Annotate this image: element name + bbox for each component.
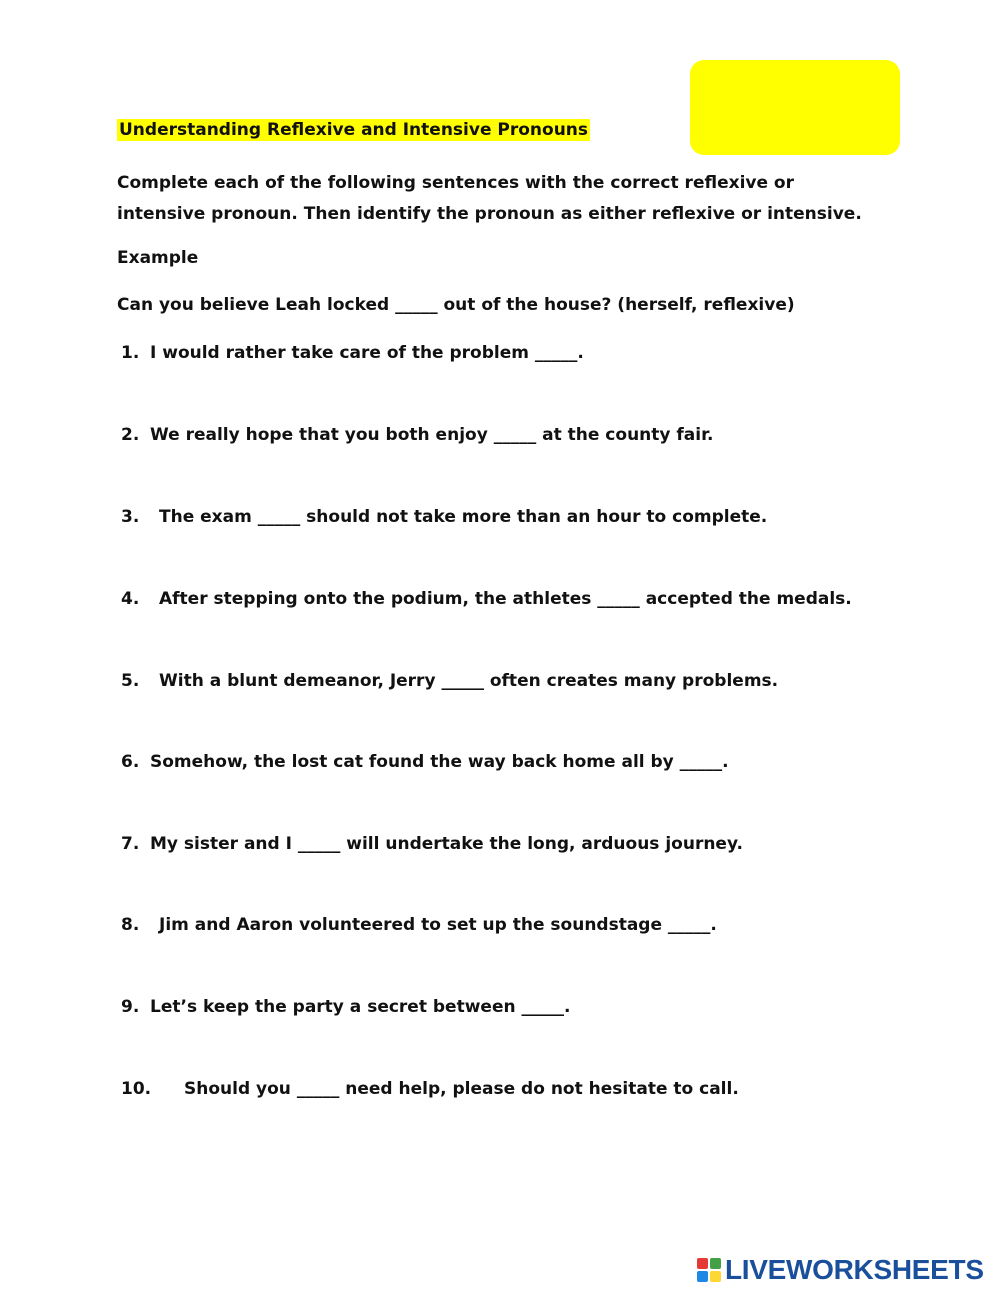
worksheet-title: Understanding Reflexive and Intensive Pronouns (119, 120, 589, 140)
question-text: My sister and I _____ will undertake the long, arduous journey. (150, 834, 743, 854)
logo-block (710, 1271, 721, 1282)
question-number: 8. (121, 915, 140, 935)
question-text: I would rather take care of the problem _____. (150, 343, 584, 363)
question-6 (121, 752, 729, 772)
question-text: Should you _____ need help, please do not hesitate to call. (184, 1079, 739, 1099)
question-text: Let’s keep the party a secret between _____. (150, 997, 571, 1017)
instructions-line-2: intensive pronoun. Then identify the pronoun as either reflexive or intensive. (117, 204, 862, 224)
question-8 (121, 915, 717, 935)
question-text: Jim and Aaron volunteered to set up the soundstage _____. (159, 915, 717, 935)
question-number: 4. (121, 589, 140, 609)
instructions (117, 168, 862, 230)
question-number: 3. (121, 507, 140, 527)
question-text: Somehow, the lost cat found the way back home all by _____. (150, 752, 729, 772)
logo-block (710, 1258, 721, 1269)
question-number: 10. (121, 1079, 152, 1099)
question-number: 5. (121, 671, 140, 691)
question-text: We really hope that you both enjoy _____ at the county fair. (150, 425, 714, 445)
question-text: The exam _____ should not take more than an hour to complete. (159, 507, 768, 527)
question-3 (121, 507, 767, 527)
question-text: With a blunt demeanor, Jerry _____ often creates many problems. (159, 671, 779, 691)
question-10 (121, 1079, 739, 1099)
logo-text: LIVEWORKSHEETS (725, 1254, 984, 1285)
question-5 (121, 671, 778, 691)
instructions-line-1: Complete each of the following sentences with the correct reflexive or (117, 173, 794, 193)
question-number: 7. (121, 834, 140, 854)
question-number: 2. (121, 425, 140, 445)
question-7 (121, 834, 743, 854)
answer-box[interactable] (690, 60, 900, 155)
question-number: 9. (121, 997, 140, 1017)
question-1 (121, 343, 584, 363)
example-heading: Example (117, 248, 199, 268)
logo-block (697, 1258, 708, 1269)
logo-block (697, 1271, 708, 1282)
question-9 (121, 997, 570, 1017)
liveworksheets-logo-icon (697, 1258, 721, 1282)
question-number: 6. (121, 752, 140, 772)
question-text: After stepping onto the podium, the athletes _____ accepted the medals. (159, 589, 852, 609)
liveworksheets-logo (697, 1253, 984, 1287)
question-number: 1. (121, 343, 140, 363)
question-4 (121, 589, 852, 609)
question-2 (121, 425, 714, 445)
example-sentence: Can you believe Leah locked _____ out of the house? (herself, reflexive) (117, 295, 795, 315)
